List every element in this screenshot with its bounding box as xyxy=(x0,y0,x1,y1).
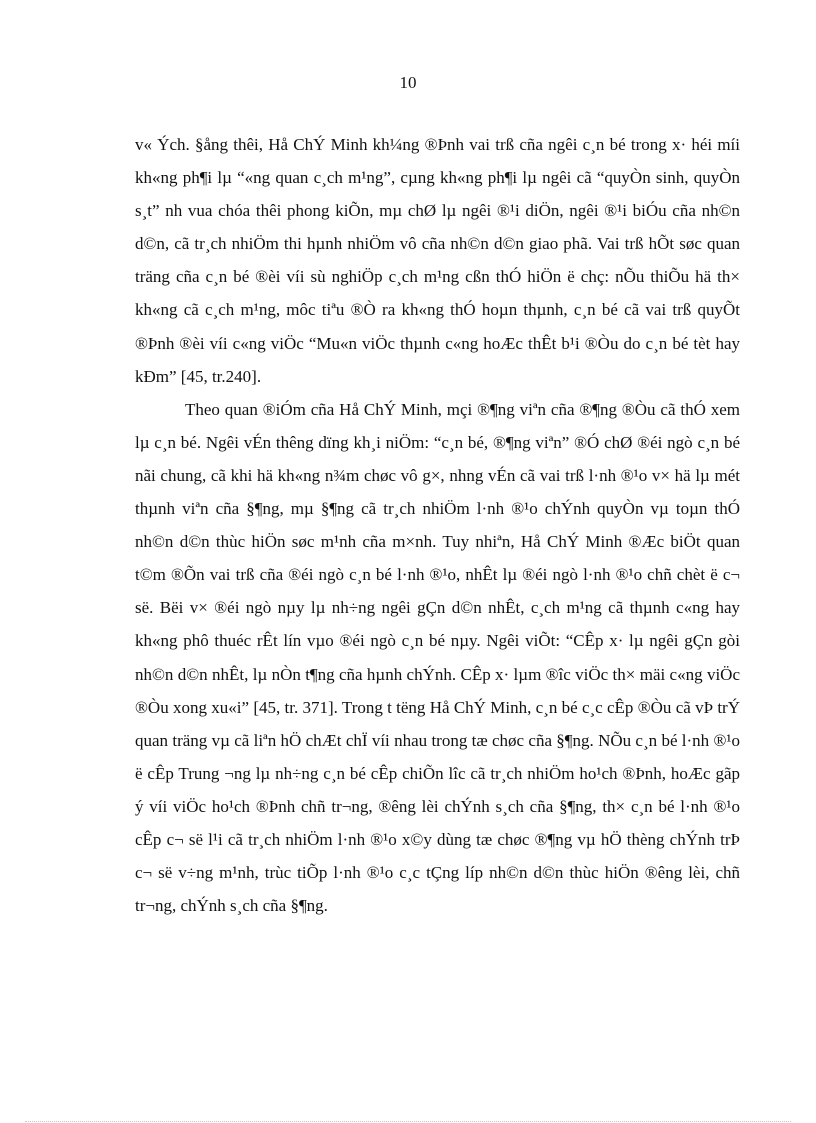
page-number: 10 xyxy=(399,73,417,92)
page-bottom-rule xyxy=(25,1121,791,1122)
body-text xyxy=(135,128,740,922)
paragraph-2: Theo quan ®iÓm cña Hå ChÝ Minh, mçi ®¶ng viªn cña ®¶ng ®Òu cã thÓ xem lµ c¸n bé. Ngêi vÉn thêng dïng kh¸i niÖm: “c¸n bé, ®¶ng viªn” ®Ó chØ ®éi ngò c¸n bé nãi chung, cã khi hä kh«ng n¾m chøc vô g×, nhng vÉn cã vai trß l·nh ®¹o v× hä lµ mét thµnh viªn cña §¶ng, mµ §¶ng cã tr¸ch nhiÖm l·nh ®¹o chÝnh quyÒn vµ toµn thÓ nh©n d©n thùc hiÖn søc m¹nh cña m×nh. Tuy nhiªn, Hå ChÝ Minh ®Æc biÖt quan t©m ®Õn vai trß cña ®éi ngò c¸n bé l·nh ®¹o, nhÊt lµ ®éi ngò l·nh ®¹o chñ chèt ë c¬ së. Bëi v× ®éi ngò nµy lµ nh÷ng ngêi gÇn d©n nhÊt, c¸ch m¹ng cã thµnh c«ng hay kh«ng phô thuéc rÊt lín vµo ®éi ngò c¸n bé nµy. Ngêi viÕt: “CÊp x· lµ ngêi gÇn gòi nh©n d©n nhÊt, lµ nÒn t¶ng cña hµnh chÝnh. CÊp x· lµm ®îc viÖc th× mäi c«ng viÖc ®Òu xong xu«i” [45, tr. 371]. Trong t tëng Hå ChÝ Minh, c¸n bé c¸c cÊp ®Òu cã vÞ trÝ quan träng vµ cã liªn hÖ chÆt chÏ víi nhau trong tæ chøc cña §¶ng. NÕu c¸n bé l·nh ®¹o ë cÊp Trung ¬ng lµ nh÷ng c¸n bé cÊp chiÕn lîc cã tr¸ch nhiÖm ho¹ch ®Þnh, hoÆc gãp ý víi viÖc ho¹ch ®Þnh chñ tr¬ng, ®êng lèi chÝnh s¸ch cña §¶ng, th× c¸n bé l·nh ®¹o cÊp c¬ së l¹i cã tr¸ch nhiÖm l·nh ®¹o x©y dùng tæ chøc ®¶ng vµ hÖ thèng chÝnh trÞ c¬ së v÷ng m¹nh, trùc tiÕp l·nh ®¹o c¸c tÇng líp nh©n d©n thùc hiÖn ®êng lèi, chñ tr¬ng, chÝnh s¸ch cña §¶ng. xyxy=(135,399,740,916)
paragraph-1: v« Ých. §ång thêi, Hå ChÝ Minh kh¼ng ®Þnh vai trß cña ngêi c¸n bé trong x· héi míi kh«ng ph¶i lµ “«ng quan c¸ch m¹ng”, cµng kh«ng ph¶i lµ ngêi cã “quyÒn sinh, quyÒn s¸t” nh vua chóa thêi phong kiÕn, mµ chØ lµ ngêi ®¹i diÖn, ngêi ®¹i biÓu cña nh©n d©n, cã tr¸ch nhiÖm thi hµnh nhiÖm vô cña nh©n d©n giao phã. Vai trß hÕt søc quan träng cña c¸n bé ®èi víi sù nghiÖp c¸ch m¹ng cßn thÓ hiÖn ë chç: nÕu thiÕu hä th× kh«ng cã c¸ch m¹ng, môc tiªu ®Ò ra kh«ng thÓ hoµn thµnh, c¸n bé cã vai trß quyÕt ®Þnh ®èi víi c«ng viÖc “Mu«n viÖc thµnh c«ng hoÆc thÊt b¹i ®Òu do c¸n bé tèt hay kÐm” [45, tr.240]. xyxy=(135,135,740,386)
